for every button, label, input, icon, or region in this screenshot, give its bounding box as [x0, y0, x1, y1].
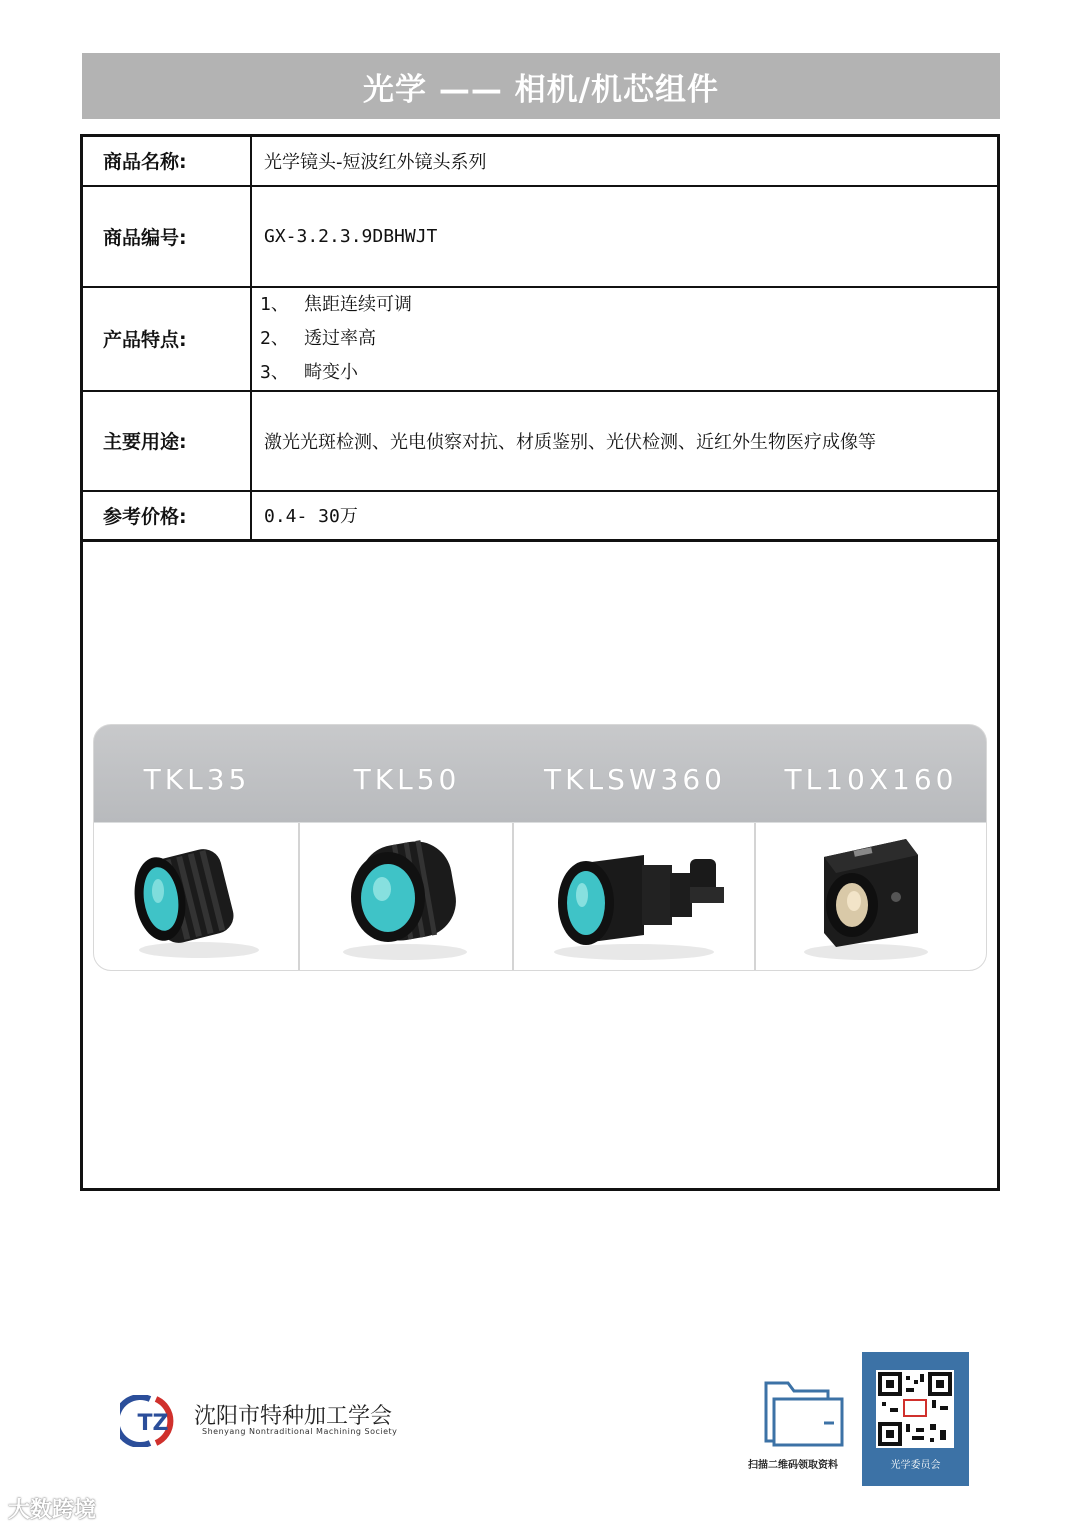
price-value: 0.4- 30万 [251, 491, 999, 541]
product-model: TKLSW360 [544, 763, 726, 796]
product-image-area [80, 538, 1000, 1191]
lens-icon [94, 825, 300, 970]
price-label: 参考价格: [82, 491, 252, 541]
name-value: 光学镜头-短波红外镜头系列 [251, 136, 999, 186]
qr-caption: 光学委员会 [890, 1460, 941, 1471]
product-model: TL10X160 [784, 763, 958, 796]
watermark: 大数跨境 [8, 1498, 97, 1523]
table-row [82, 186, 999, 287]
product-panel [93, 724, 987, 971]
folder-icon [754, 1375, 854, 1453]
download-hint [740, 1375, 850, 1475]
org-subtitle: Shenyang Nontraditional Machining Society [202, 1427, 398, 1436]
feature-item: 2、 透过率高 [260, 327, 376, 349]
product-card [94, 725, 300, 970]
usage-value: 激光光斑检测、光电侦察对抗、材质鉴别、光伏检测、近红外生物医疗成像等 [251, 391, 999, 491]
product-card [756, 725, 986, 970]
table-row [82, 136, 999, 186]
qr-pattern-icon [876, 1370, 954, 1448]
product-model: TKL50 [353, 763, 461, 796]
tz-logo-icon [120, 1395, 190, 1447]
folder-caption: 扫描二维码领取资料 [748, 1460, 838, 1471]
table-row [82, 491, 999, 541]
page-title: 光学 —— 相机/机芯组件 [82, 53, 1000, 119]
feature-item: 1、 焦距连续可调 [260, 293, 412, 315]
table-row [82, 391, 999, 491]
camera-core-icon [756, 825, 986, 970]
svg-text:TZ: TZ [137, 1411, 169, 1436]
code-value: GX-3.2.3.9DBHWJT [251, 186, 999, 287]
lens-icon [300, 825, 514, 970]
usage-label: 主要用途: [82, 391, 252, 491]
product-card [300, 725, 514, 970]
features-list [251, 287, 999, 391]
table-row [82, 287, 999, 391]
qr-image [876, 1370, 954, 1448]
feature-item: 3、 畸变小 [260, 361, 358, 383]
product-card [514, 725, 756, 970]
product-model: TKL35 [143, 763, 251, 796]
qr-code[interactable] [862, 1352, 969, 1486]
name-label: 商品名称: [82, 136, 252, 186]
org-name: 沈阳市特种加工学会 [194, 1404, 393, 1429]
long-lens-icon [514, 825, 756, 970]
society-logo [120, 1393, 420, 1448]
features-label: 产品特点: [82, 287, 252, 391]
code-label: 商品编号: [82, 186, 252, 287]
product-info-table [80, 134, 1000, 542]
